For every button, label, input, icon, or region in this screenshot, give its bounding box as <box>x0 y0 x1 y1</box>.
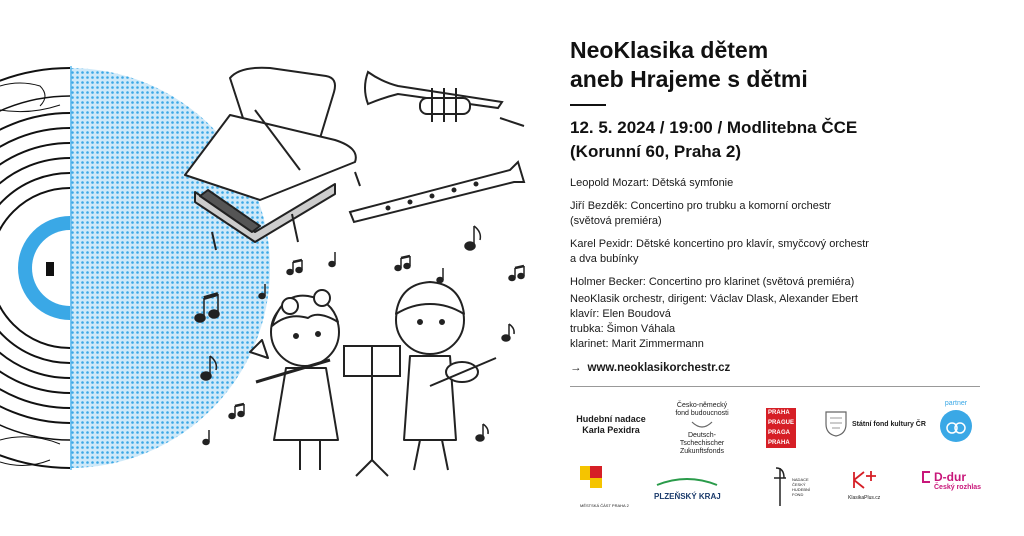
arrow-right-icon: → <box>570 362 582 374</box>
event-title <box>570 36 808 94</box>
clarinet-drawing <box>350 162 524 222</box>
logo-plzensky-kraj: PLZEŇSKÝ KRAJ <box>654 474 721 501</box>
performer-line: NeoKlasik orchestr, dirigent: Václav Dlask, Alexander Ebert <box>570 293 858 305</box>
smile-arc-icon <box>690 420 714 430</box>
logo-partner: partner <box>936 404 976 444</box>
logo-hudebni-fond: NADACE ČESKÝ HUDEBNÍ FOND <box>770 466 810 508</box>
logo-praha: PRA HA PRA GUE PRA GA PRA HA <box>768 410 794 446</box>
partner-badge-icon <box>936 404 976 444</box>
program-item: Leopold Mozart: Dětská symfonie <box>570 177 734 189</box>
logo-mestska-cast: MĚSTSKÁ ČÁST PRAHA 2 <box>580 466 630 509</box>
performer-line: trubka: Šimon Váhala <box>570 323 676 335</box>
logo-klasikaplus: KlasikaPlus.cz <box>848 470 880 501</box>
date-line-2: (Korunní 60, Praha 2) <box>570 142 741 161</box>
logo-ddur: D-dur Český rozhlas <box>922 470 981 491</box>
hf-mark-icon <box>770 466 790 508</box>
plzen-wave-icon <box>655 477 719 487</box>
performers-list <box>570 292 858 352</box>
ddur-e-icon <box>922 471 930 483</box>
boy-violin-drawing <box>396 282 496 470</box>
performer-line: klarinet: Marit Zimmermann <box>570 338 704 350</box>
logos-divider <box>570 386 980 387</box>
klasika-mark-icon <box>850 470 878 490</box>
logo-fond-budoucnosti: Česko-německý fond budoucnosti Deutsch-Tschechischer Zukunftsfonds <box>675 402 729 455</box>
date-line-1: 12. 5. 2024 / 19:00 / Modlitebna ČCE <box>570 118 858 137</box>
title-line-1: NeoKlasika dětem <box>570 37 769 63</box>
performer-line: klavír: Elen Boudová <box>570 308 671 320</box>
trumpet-drawing <box>365 72 524 126</box>
title-line-2: aneb Hrajeme s dětmi <box>570 66 808 92</box>
title-divider <box>570 104 606 106</box>
event-date-venue <box>570 116 857 164</box>
event-info <box>570 0 990 536</box>
music-stand-drawing <box>344 346 400 476</box>
website-url[interactable]: www.neoklasikorchestr.cz <box>587 362 731 374</box>
program-item: Karel Pexidr: Dětské koncertino pro klavír, smyčcový orchestr a dva bubínky <box>570 238 869 265</box>
program-list <box>570 176 930 298</box>
program-item: Jiří Bezděk: Concertino pro trubku a komorní orchestr (světová premiéra) <box>570 200 832 227</box>
logo-sfk: Státní fond kultury ČR <box>824 410 926 438</box>
praha2-mark-icon <box>580 466 612 498</box>
program-item: Holmer Becker: Concertino pro klarinet (světová premiéra) <box>570 276 855 288</box>
coat-of-arms-icon <box>824 410 848 438</box>
website-link[interactable] <box>570 362 730 374</box>
logo-hudebni-nadace: Hudební nadace Karla Pexidra <box>576 414 646 435</box>
